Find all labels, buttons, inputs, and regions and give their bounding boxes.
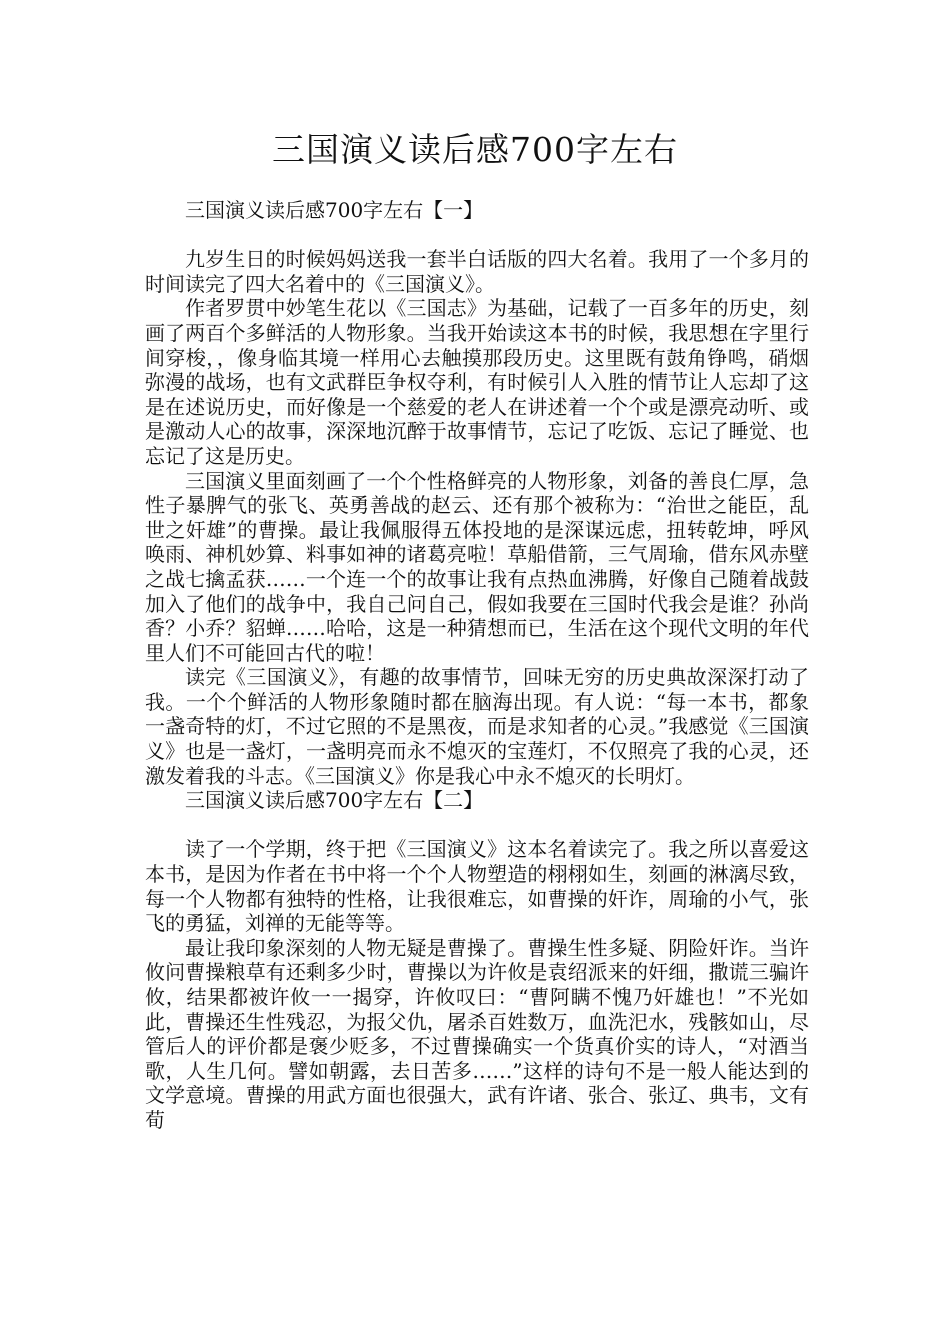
paragraph: 最让我印象深刻的人物无疑是曹操了。曹操生性多疑、阴险奸诈。当许攸问曹操粮草有还剩多少时，曹操以为许攸是袁绍派来的奸细，撒谎三骗许攸，结果都被许攸一一揭穿，许攸叹曰：“曹阿瞒不愧乃奸雄也！”不光如此，曹操还生性残忍，为报父仇，屠杀百姓数万，血洗汜水，残骸如山，尽管后人的评价都是褒少贬多，不过曹操确实一个货真价实的诗人，“对酒当歌，人生几何。譬如朝露，去日苦多……”这样的诗句不是一般人能达到的文学意境。曹操的用武方面也很强大，武有许诸、张合、张辽、典韦，文有荀 <box>145 935 809 1132</box>
section-heading: 三国演义读后感700字左右【二】 <box>185 788 484 813</box>
section-one <box>145 198 809 788</box>
paragraph: 三国演义里面刻画了一个个性格鲜亮的人物形象，刘备的善良仁厚，急性子暴脾气的张飞、英勇善战的赵云、还有那个被称为：“治世之能臣，乱世之奸雄”的曹操。最让我佩服得五体投地的是深谋远虑，扭转乾坤，呼风唤雨、神机妙算、料事如神的诸葛亮啦！草船借箭，三气周瑜，借东风赤壁之战七擒孟获……一个连一个的故事让我有点热血沸腾，好像自己随着战鼓加入了他们的战争中，我自己问自己，假如我要在三国时代我会是谁？孙尚香？小乔？貂蝉……哈哈，这是一种猜想而已，生活在这个现代文明的年代里人们不可能回古代的啦！ <box>145 468 809 665</box>
paragraph: 作者罗贯中妙笔生花以《三国志》为基础，记载了一百多年的历史，刻画了两百个多鲜活的人物形象。当我开始读这本书的时候，我思想在字里行间穿梭，，像身临其境一样用心去触摸那段历史。这里既有鼓角铮鸣，硝烟弥漫的战场，也有文武群臣争权夺利，有时候引人入胜的情节让人忘却了这是在述说历史，而好像是一个慈爱的老人在讲述着一个个或是漂亮动听、或是激动人心的故事，深深地沉醉于故事情节，忘记了吃饭、忘记了睡觉、也忘记了这是历史。 <box>145 296 809 468</box>
section-two <box>145 788 809 1132</box>
paragraph: 读了一个学期，终于把《三国演义》这本名着读完了。我之所以喜爱这本书，是因为作者在书中将一个个人物塑造的栩栩如生，刻画的淋漓尽致，每一个人物都有独特的性格，让我很难忘，如曹操的奸诈，周瑜的小气，张飞的勇猛，刘禅的无能等等。 <box>145 837 809 936</box>
paragraph: 九岁生日的时候妈妈送我一套半白话版的四大名着。我用了一个多月的时间读完了四大名着中的《三国演义》。 <box>145 247 809 296</box>
document-title: 三国演义读后感700字左右 <box>272 130 678 169</box>
document-body <box>145 198 809 1133</box>
paragraph: 读完《三国演义》，有趣的故事情节，回味无穷的历史典故深深打动了我。一个个鲜活的人物形象随时都在脑海出现。有人说：“每一本书，都象一盏奇特的灯，不过它照的不是黑夜，而是求知者的心灵。”我感觉《三国演义》也是一盏灯，一盏明亮而永不熄灭的宝莲灯，不仅照亮了我的心灵，还激发着我的斗志。《三国演义》你是我心中永不熄灭的长明灯。 <box>145 665 809 788</box>
section-heading: 三国演义读后感700字左右【一】 <box>185 198 484 222</box>
